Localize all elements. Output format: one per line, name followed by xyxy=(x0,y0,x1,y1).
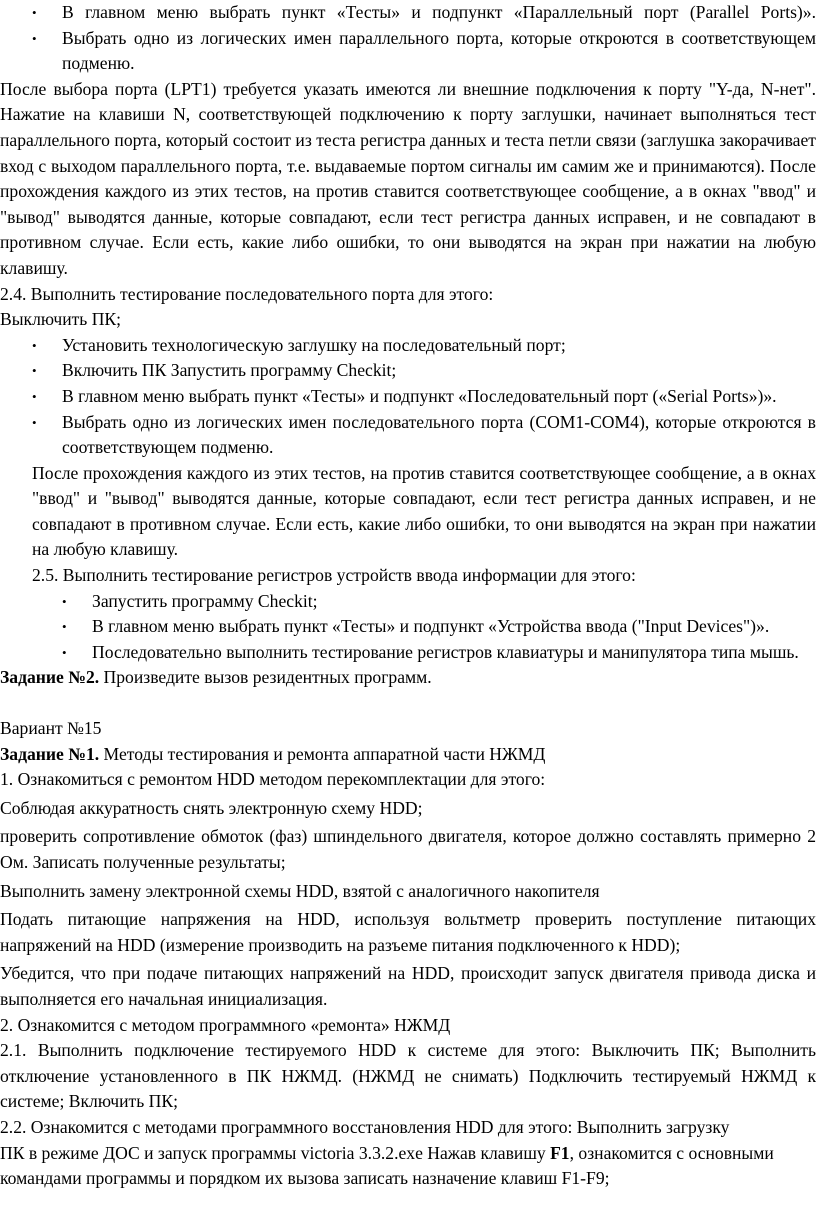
bullet-icon: • xyxy=(62,593,67,609)
task-2: Задание №2. Произведите вызов резидентных программ. xyxy=(0,667,432,688)
paragraph-2-1: 2.1. Выполнить подключение тестируемого HDD к системе для этого: Выключить ПК; Выполнить отключение установленного в ПК НЖМД. (НЖМД не снимать) Подключить тестируемый НЖМД к системе; Включить ПК; xyxy=(0,1040,816,1112)
bullet-list-parallel-port xyxy=(0,0,816,77)
task-label: Задание №1. xyxy=(0,743,100,764)
paragraph-serial-port: После прохождения каждого из этих тестов, на против ставится соответствующее сообщение, а в окнах "ввод" и "вывод" выводятся данные, которые совпадают, если тест регистра данных исправен, и не совпадают в противном случае. Если есть, какие либо ошибки, то они выводятся на экран при нажатии на любую клавишу. xyxy=(32,462,816,560)
list-item: • Выбрать одно из логических имен последовательного порта (COM1-COM4), которые откроются в соответствующем подменю. xyxy=(32,411,816,458)
bullet-list-serial-port xyxy=(0,333,816,461)
list-item: • Выбрать одно из логических имен параллельного порта, которые откроются в соответствующем подменю. xyxy=(32,27,816,74)
paragraph-parallel-port: После выбора порта (LPT1) требуется указать имеются ли внешние подключения к порту "Y-да, N-нет". Нажатие на клавиши N, соответствующей подключению к порту заглушки, начинает выполняться тест параллельного порта, который состоит из теста регистра данных и теста петли связи (заглушка закорачивает вход с выходом параллельного порта, т.е. выдаваемые портом сигналы им самим же и принимаются). После прохождения каждого из этих тестов, на против ставится соответствующее сообщение, а в окнах "ввод" и "вывод" выводятся данные, которые совпадают, если тест регистра данных исправен, и не совпадают в противном случае. Если есть, какие либо ошибки, то они выводятся на экран при нажатии на любую клавишу. xyxy=(0,78,816,278)
bullet-icon: • xyxy=(32,5,37,20)
step-line: Выполнить замену электронной схемы HDD, взятой с аналогичного накопителя xyxy=(0,880,600,901)
paragraph-2-2: ПК в режиме ДОС и запуск программы victoria 3.3.2.exe Нажав клавишу F1, ознакомится с основными командами программы и порядком их вызова записать назначение клавиш F1-F9; xyxy=(0,1142,774,1189)
paragraph-2-2-line1: 2.2. Ознакомится с методами программного восстановления HDD для этого: Выполнить загрузку xyxy=(0,1116,730,1137)
section-heading-1: 1. Ознакомиться с ремонтом HDD методом перекомплектации для этого: xyxy=(0,769,546,790)
list-item: • Последовательно выполнить тестирование регистров клавиатуры и манипулятора типа мышь. xyxy=(0,640,816,666)
bullet-list-input-devices xyxy=(0,589,816,666)
bullet-icon: • xyxy=(62,644,67,660)
bullet-icon: • xyxy=(32,414,37,430)
paragraph-turn-off-pc: Выключить ПК; xyxy=(0,309,122,330)
list-item: • Включить ПК Запустить программу Checkit; xyxy=(0,358,816,384)
task-1: Задание №1. Методы тестирования и ремонта аппаратной части НЖМД xyxy=(0,743,546,764)
step-line: Убедится, что при подаче питающих напряжений на HDD, происходит запуск двигателя привода диска и выполняется его начальная инициализация. xyxy=(0,963,816,1009)
list-item: • Установить технологическую заглушку на последовательный порт; xyxy=(0,333,816,359)
variant-title: Вариант №15 xyxy=(0,718,102,739)
bullet-icon: • xyxy=(62,619,67,635)
list-item: • В главном меню выбрать пункт «Тесты» и подпункт «Последовательный порт («Serial Ports»)». xyxy=(0,384,816,410)
step-line: Подать питающие напряжения на HDD, используя вольтметр проверить поступление питающих напряжений на HDD (измерение производить на разъеме питания подключенного к HDD); xyxy=(0,909,816,955)
list-item: • В главном меню выбрать пункт «Тесты» и подпункт «Параллельный порт (Parallel Ports)». xyxy=(0,0,816,26)
bullet-icon: • xyxy=(32,363,37,379)
section-heading-2: 2. Ознакомится с методом программного «ремонта» НЖМД xyxy=(0,1014,451,1035)
task-label: Задание №2. xyxy=(0,667,100,688)
bullet-icon: • xyxy=(32,30,37,46)
section-heading-2-4: 2.4. Выполнить тестирование последовательного порта для этого: xyxy=(0,283,494,304)
list-item: • В главном меню выбрать пункт «Тесты» и подпункт «Устройства ввода ("Input Devices")». xyxy=(0,614,816,640)
step-line: проверить сопротивление обмоток (фаз) шпиндельного двигателя, которое должно составлять примерно 2 Ом. Записать полученные результаты; xyxy=(0,826,816,872)
blank-line xyxy=(0,691,816,716)
step-line: Соблюдая аккуратность снять электронную схему HDD; xyxy=(0,797,423,818)
key-f1: F1 xyxy=(550,1142,570,1163)
bullet-icon: • xyxy=(32,337,37,353)
section-heading-2-5: 2.5. Выполнить тестирование регистров устройств ввода информации для этого: xyxy=(32,565,636,586)
list-item: • Запустить программу Checkit; xyxy=(0,589,816,615)
bullet-icon: • xyxy=(32,388,37,404)
